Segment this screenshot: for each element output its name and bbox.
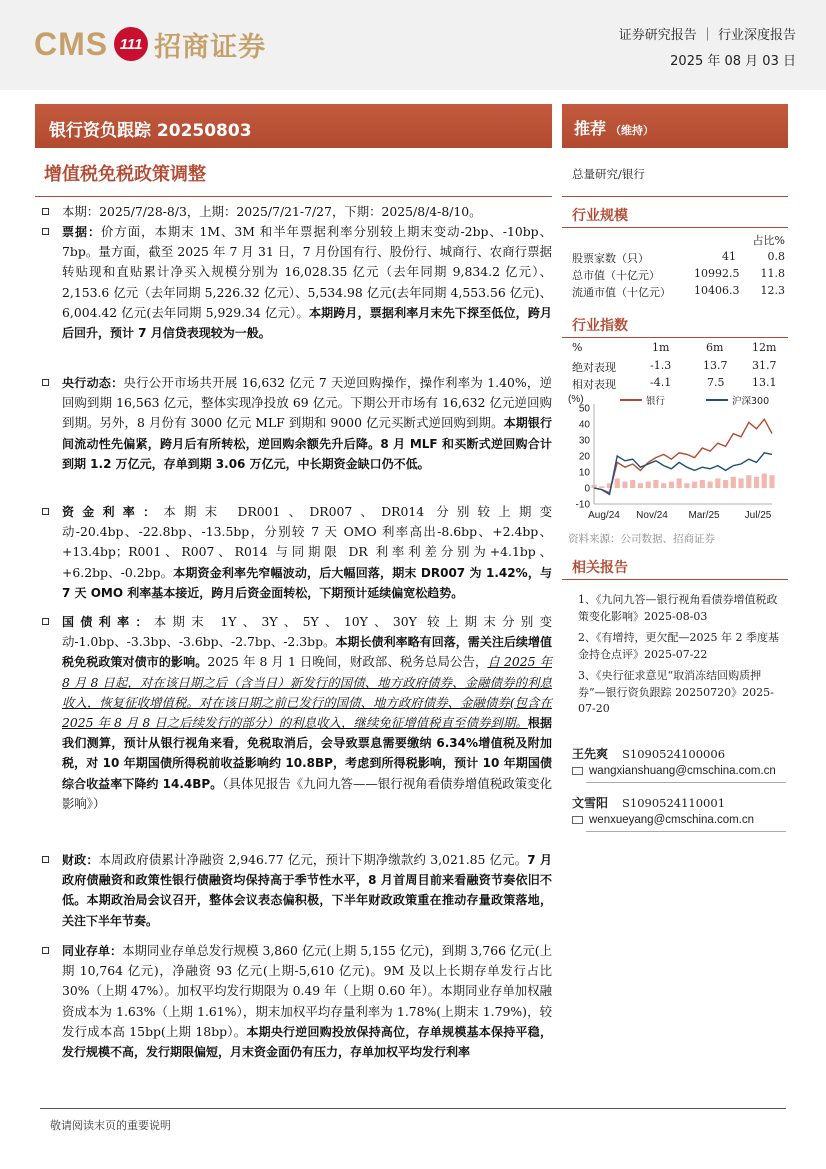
chart-bar (669, 482, 674, 488)
chart-bar (638, 483, 643, 488)
chart-bar (591, 485, 596, 488)
scale-table (572, 232, 788, 302)
chart-bar (630, 480, 635, 488)
chart-bar (684, 483, 689, 488)
related-report-item[interactable]: 2、《有增持，更欠配—2025 年 2 季度基金持仓点评》2025-07-22 (578, 631, 779, 661)
logo-badge-icon: 111 (114, 27, 148, 61)
author-email-text[interactable]: wenxueyang@cmschina.com.cn (589, 814, 755, 826)
summary-period (40, 202, 552, 222)
index-header: 12m (752, 341, 777, 354)
index-row-label: 绝对表现 (572, 361, 616, 374)
mail-icon (572, 767, 583, 775)
report-date: 2025 年 08 月 03 日 (670, 54, 796, 69)
section-fiscal (40, 850, 552, 931)
paragraph-text: 价方面，本期末 1M、3M 和半年票据利率分别较上期末变动-2bp、-10bp、7bp。量方面，截至 2025 年 7 月 31 日，7 月份国有行、股份行、城商行、农商行票据转贴现和直贴累计净买入规模分别为 16,028.35 亿元（去年同期 9,834.2 亿元）、2,153.6 亿元（去年同期 5,226.32 亿元）、5,534.98 亿元(去年同期 4,553.56 亿元)、6,004.42 亿元(去年同期 5,929.34 亿元）。 (62, 224, 552, 320)
author-divider (586, 782, 786, 783)
chart-bar (723, 480, 728, 488)
scale-row-value: 10406.3 (694, 284, 740, 297)
bullet-box-icon (42, 947, 49, 954)
paragraph-text: 2025 年 8 月 1 日晚间，财政部、税务总局公告， (207, 654, 488, 670)
index-row-value: -1.3 (650, 359, 672, 372)
author-name: 文雪阳 (572, 796, 609, 810)
related-divider (562, 579, 788, 580)
section-label: 票据： (62, 225, 101, 239)
chart-bar (769, 475, 774, 488)
index-row-value: -4.1 (650, 376, 672, 389)
scale-row-value: 10992.5 (694, 267, 740, 280)
chart-bar (738, 478, 743, 488)
section-funding-rate (40, 502, 552, 603)
related-heading: 相关报告 (572, 560, 628, 576)
index-chart-svg (566, 392, 788, 528)
chart-ytick-label: 50 (578, 403, 590, 415)
index-row-value: 13.7 (703, 359, 728, 372)
chart-ylabel: (%) (568, 394, 584, 405)
section-label: 财政： (62, 853, 99, 867)
logo-cn-text: 招商证券 (154, 31, 267, 63)
paragraph-bold: 根据我们测算，预计从银行视角来看，免税取消后，会导致票息需要缴纳 6.34%增值税及附加税，对 10 年期国债所得税前收益影响约 10.8BP，考虑到所得税影响，预计 10 年期国债综合收益率下降约 14.4BP。 (62, 716, 552, 791)
chart-ytick-label: 0 (584, 483, 590, 495)
bullet-box-icon (42, 228, 49, 235)
scale-row-pct: 0.8 (767, 250, 785, 263)
chart-source: 资料来源：公司数据、招商证券 (568, 533, 715, 545)
related-report-item[interactable]: 3、《央行征求意见“取消冻结回购质押券”—银行资负跟踪 20250720》2025-07-20 (578, 669, 774, 715)
paragraph-italic: 自 2025 年 8 月 8 日起，对在该日期之后（含当日）新发行的国债、地方政府债券、金融债券的利息收入，恢复征收增值税。对在该日期之前已发行的国债、地方政府债券、金融债券(包含在 2025 年 8 月 8 日之后续发行的部分）的利息收入，继续免征增值税直至债券到期。 (62, 654, 552, 731)
author-1 (572, 745, 725, 762)
scale-row-value: 41 (722, 250, 736, 263)
index-header: 6m (706, 341, 724, 354)
chart-bar (615, 478, 620, 488)
side-divider (562, 196, 788, 197)
paragraph-text: 央行公开市场共开展 16,632 亿元 7 天逆回购操作，操作利率为 1.40%，逆回购到期 16,563 亿元，整体实现净投放 69 亿元。下期公开市场有 16,632 亿元逆回购到期。另外，8 月份有 3000 亿元 MLF 到期和 9000 亿元买断式逆回购到期。 (62, 375, 552, 431)
author-email[interactable] (572, 814, 754, 826)
report-type: 证券研究报告 ｜ 行业深度报告 (618, 28, 796, 43)
chart-xtick-label: Jul/25 (744, 510, 772, 521)
chart-bar (622, 482, 627, 488)
chart-series-line (594, 419, 772, 493)
chart-ytick-label: 10 (578, 467, 590, 479)
page-header (0, 0, 826, 90)
rating-bar (562, 104, 788, 148)
scale-row-pct: 11.8 (760, 267, 785, 280)
chart-bar (715, 478, 720, 488)
chart-bar (754, 477, 759, 488)
index-divider (562, 337, 788, 338)
chart-legend-label: 银行 (646, 396, 666, 407)
scale-divider (562, 227, 788, 228)
index-row-value: 7.5 (707, 376, 725, 389)
chart-bar (661, 483, 666, 488)
scale-row-label: 流通市值（十亿元） (572, 286, 671, 299)
author-name: 王先爽 (572, 747, 609, 761)
paragraph-bold: 7 月政府债融资和政策性银行债融资均保持高于季节性水平，8 月首周目前来看融资节奏依旧不低。本期政治局会议召开，整体会议表态偏积极，下半年财政政策重在推动存量政策落地，关注下半年节奏。 (62, 853, 552, 928)
paragraph-text: （具体见报告《九问九答——银行视角看债券增值税政策变化影响》） (62, 775, 552, 811)
section-treasury-rate (40, 612, 552, 814)
chart-bar (692, 482, 697, 488)
index-row-label: 相对表现 (572, 378, 616, 391)
related-reports (578, 592, 784, 723)
report-subtitle: 增值税免税政策调整 (44, 164, 206, 185)
footer-note: 敬请阅读末页的重要说明 (50, 1119, 171, 1132)
mail-icon (572, 816, 583, 824)
chart-series-line (594, 453, 772, 495)
logo-cms-text: CMS (34, 25, 109, 62)
scale-heading: 行业规模 (572, 208, 628, 224)
chart-ytick-label: 20 (578, 451, 590, 463)
bullet-box-icon (42, 508, 49, 515)
section-label: 国债利率： (62, 615, 154, 629)
scale-row-label: 股票家数（只） (572, 252, 649, 265)
paragraph-text: 本期末 1Y、3Y、5Y、10Y、30Y 较上期末分别变动-1.0bp、-3.3bp、-3.6bp、-2.7bp、-2.3bp。 (62, 614, 552, 650)
paragraph-bold: 本期央行逆回购投放保持高位，存单规模基本保持平稳，发行规模不高，发行期限偏短，月末资金面仍有压力，存单加权平均发行利率 (62, 1024, 552, 1060)
index-header: 1m (652, 341, 670, 354)
chart-bar (762, 474, 767, 488)
author-code: S1090524100006 (622, 747, 726, 761)
author-email[interactable] (572, 763, 784, 779)
paragraph-text: 本期末 DR001、DR007、DR014 分别较上期变动-20.4bp、-22.8bp、-13.5bp，分别较 7 天 OMO 利率高出-8.6bp、+2.4bp、+13.4bp；R001、R007、R014 与同期限 DR 利率利差分别为+4.1bp、+6.2bp、-0.2bp。 (62, 504, 552, 580)
section-ncd (40, 941, 552, 1062)
author-email-text[interactable]: wangxianshuang@cmschina.com.cn (589, 765, 776, 777)
paragraph-bold: 本期资金利率先窄幅波动，后大幅回落，期末 DR007 为 1.42%，与 7 天 OMO 利率基本接近，跨月后资金面转松，下期预计延续偏宽松趋势。 (62, 565, 552, 600)
chart-legend-label: 沪深300 (732, 396, 770, 407)
index-heading: 行业指数 (572, 318, 628, 334)
chart-bar (707, 482, 712, 488)
rating-label: 推荐 (574, 119, 607, 138)
chart-bar (746, 475, 751, 488)
author-divider (586, 831, 786, 832)
bullet-box-icon (42, 856, 49, 863)
paragraph-bold: 本期银行间流动性先偏紧，跨月后有所转松，逆回购余额先升后降。8 月 MLF 和买断式逆回购合计到期 1.2 万亿元，存单到期 3.06 万亿元，中长期资金缺口仍不低。 (62, 416, 552, 471)
section-label: 同业存单： (62, 944, 123, 958)
bullet-box-icon (42, 618, 49, 625)
related-report-item[interactable]: 1、《九问九答—银行视角看债券增值税政策变化影响》2025-08-03 (578, 593, 778, 623)
footer-divider (40, 1108, 786, 1109)
chart-xtick-label: Aug/24 (588, 510, 620, 521)
scale-row-pct: 12.3 (760, 284, 785, 297)
chart-bar (653, 480, 658, 488)
paragraph-text: 本期：2025/7/28-8/3，上期：2025/7/21-7/27，下期：2025/8/4-8/10。 (62, 204, 482, 219)
paragraph-bold: 本期跨月，票据利率月末先下探至低位，跨月后回升，预计 7 月信贷表现较为一般。 (62, 305, 552, 341)
index-row-value: 31.7 (752, 359, 777, 372)
chart-bar (677, 478, 682, 488)
scale-row-label: 总市值（十亿元） (572, 269, 660, 282)
chart-xtick-label: Mar/25 (688, 510, 720, 521)
rating-note: （维持） (610, 124, 655, 137)
section-label: 央行动态： (62, 376, 124, 390)
report-title: 银行资负跟踪 20250803 (35, 104, 552, 148)
chart-ytick-label: 40 (578, 419, 590, 431)
index-header: % (572, 341, 583, 354)
chart-bar (646, 482, 651, 488)
section-label: 资金利率： (62, 505, 164, 519)
chart-ytick-label: 30 (578, 435, 590, 447)
scale-col-header: 占比% (752, 234, 785, 247)
chart-bar (599, 486, 604, 488)
bullet-box-icon (42, 208, 49, 215)
cms-logo (34, 24, 266, 64)
paragraph-bold: 本期长债利率略有回落，需关注后续增值税免税政策对债市的影响。 (62, 635, 552, 670)
section-bill (40, 222, 552, 343)
chart-bar (731, 477, 736, 488)
author-2 (572, 794, 725, 811)
industry-category: 总量研究/银行 (572, 167, 645, 181)
index-chart (566, 392, 788, 528)
chart-bar (700, 480, 705, 488)
section-pboc (40, 373, 552, 474)
author-code: S1090524110001 (622, 796, 726, 810)
index-table (572, 341, 788, 393)
bullet-box-icon (42, 379, 49, 386)
index-row-value: 13.1 (752, 376, 777, 389)
paragraph-text: 本周政府债累计净融资 2,946.77 亿元，预计下期净缴款约 3,021.85 亿元。 (98, 852, 528, 867)
chart-xtick-label: Nov/24 (636, 510, 668, 521)
chart-ytick-label: -10 (575, 499, 590, 511)
title-divider (35, 196, 552, 197)
paragraph-text: 本期同业存单总发行规模 3,860 亿元(上期 5,155 亿元)，到期 3,766 亿元(上期 10,764 亿元)，净融资 93 亿元(上期-5,610 亿元)。9M 及以上长期存单发行占比 30%（上期 47%）。加权平均发行期限为 0.49 年（上期 0.60 年）。本期同业存单加权融资成本为 1.63%（上期 1.61%），期末加权平均存量利率为 1.78%(上期末 1.79%)，较发行成本高 15bp(上期 18bp）。 (62, 943, 552, 1039)
